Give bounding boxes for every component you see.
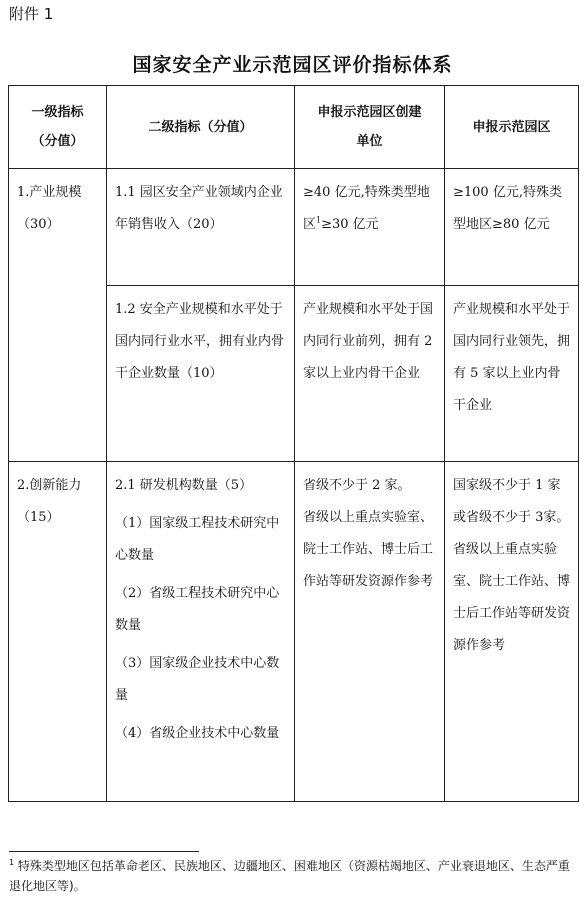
header-demo-label: 申报示范园区: [472, 119, 551, 135]
creation-cell: [295, 286, 445, 462]
attachment-label: 附件 1: [9, 5, 54, 23]
level1-cell-innovation: [9, 462, 107, 802]
footnote: [9, 856, 577, 896]
table-row: [9, 462, 579, 802]
level2-cell: [107, 462, 295, 802]
header-demo-park: [445, 86, 579, 169]
level1-name: 1.产业规模: [17, 185, 82, 200]
demo-cell: [445, 286, 579, 462]
table-row: [9, 169, 579, 286]
footnote-ref: 1: [316, 215, 322, 225]
level2-item: （3）国家级企业技术中心数量: [115, 656, 280, 703]
footnote-text: 特殊类型地区包括革命老区、民族地区、边疆地区、困难地区（资源枯竭地区、产业衰退地区、生态严重退化地区等)。: [9, 859, 570, 893]
creation-text-b: ≥30 亿元: [321, 217, 379, 232]
indicator-table: [8, 85, 579, 802]
level2-text: 1.1 园区安全产业领域内企业年销售收入（20）: [115, 185, 283, 232]
level2-item: （1）国家级工程技术研究中心数量: [115, 516, 280, 563]
level1-cell-scale: [9, 169, 107, 462]
demo-cell: [445, 462, 579, 802]
demo-text: ≥100 亿元,特殊类型地区≥80 亿元: [453, 185, 562, 232]
creation-cell: [295, 462, 445, 802]
table-header-row: [9, 86, 579, 169]
creation-cell: [295, 169, 445, 286]
level2-cell: [107, 169, 295, 286]
footnote-marker: 1: [9, 858, 15, 867]
creation-text: 产业规模和水平处于国内同行业前列，拥有 2 家以上业内骨干企业: [303, 302, 434, 381]
level1-name: 2.创新能力: [17, 478, 82, 493]
level2-cell: [107, 286, 295, 462]
level2-item: （2）省级工程技术研究中心数量: [115, 586, 280, 633]
demo-cell: [445, 169, 579, 286]
header-creation-unit: [295, 86, 445, 169]
level1-score: （15）: [17, 510, 60, 525]
demo-text: 产业规模和水平处于国内同行业领先，拥有 5 家以上业内骨干企业: [453, 302, 571, 413]
creation-text-2: 省级以上重点实验室、院士工作站、博士后工作站等研发资源作参考: [303, 510, 434, 589]
header-creation-line1: 申报示范园区创建: [317, 105, 422, 120]
header-level2: [107, 86, 295, 169]
header-level2-label: 二级指标（分值）: [148, 119, 253, 135]
footnote-divider: [9, 851, 199, 852]
document-title: 国家安全产业示范园区评价指标体系: [132, 54, 453, 76]
level2-item: （4）省级企业技术中心数量: [115, 726, 280, 741]
level2-text: 1.2 安全产业规模和水平处于国内同行业水平，拥有业内骨干企业数量（10）: [115, 302, 285, 381]
creation-text-a: ≥40 亿元,特殊类型地区: [303, 185, 430, 232]
header-creation-line2: 单位: [356, 134, 383, 149]
level1-score: （30）: [17, 217, 60, 232]
header-level1: [9, 86, 107, 169]
header-level1-line2: （分值）: [31, 134, 84, 149]
creation-text-1: 省级不少于 2 家。: [303, 478, 411, 493]
level2-title: 2.1 研发机构数量（5）: [115, 478, 253, 493]
header-level1-line1: 一级指标: [31, 105, 84, 120]
demo-text: 国家级不少于 1 家或省级不少于 3家。省级以上重点实验室、院士工作站、博士后工作站等研发资源作参考: [453, 478, 571, 653]
